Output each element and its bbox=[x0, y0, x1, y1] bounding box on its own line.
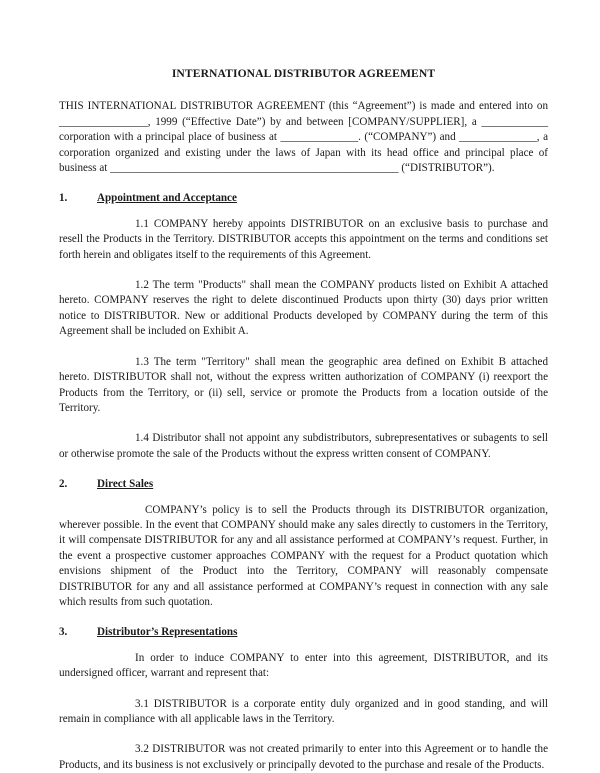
section-heading-2 bbox=[59, 477, 548, 492]
intro-paragraph: THIS INTERNATIONAL DISTRIBUTOR AGREEMENT (this “Agreement”) is made and entered into on ________________, 1999 (“Effective Date”) by and between [COMPANY/SUPPLIER], a ____________ corporation with a principal place of business at ______________. (“COMPANY”) and ______________, a corporation organized and existing under the laws of Japan with its head office and principal place of business at ____________________________________________________ (“DISTRIBUTOR”). bbox=[59, 100, 548, 175]
section-number: 1. bbox=[59, 192, 68, 205]
clause-1-3: 1.3 The term "Territory" shall mean the geographic area defined on Exhibit B attached hereto. DISTRIBUTOR shall not, without the express written authorization of COMPANY (i) reexport the Products from the Territory, or (ii) sell, service or promote the Products from a location outside of the Territory. bbox=[59, 355, 548, 414]
document-title: INTERNATIONAL DISTRIBUTOR AGREEMENT bbox=[171, 67, 436, 80]
clause-1-2: 1.2 The term "Products" shall mean the COMPANY products listed on Exhibit A attached hereto. COMPANY reserves the right to delete discontinued Products upon thirty (30) days prior written notice to DISTRIBUTOR. New or additional Products developed by COMPANY during the term of this Agreement shall be included on Exhibit A. bbox=[59, 279, 548, 338]
section-number: 2. bbox=[59, 478, 68, 491]
spacer bbox=[59, 462, 548, 477]
section-title: Distributor’s Representations bbox=[97, 626, 238, 639]
spacer bbox=[59, 682, 548, 697]
clause-3-intro: In order to induce COMPANY to enter into this agreement, DISTRIBUTOR, and its undersigned officer, warrant and represent that: bbox=[59, 651, 548, 680]
spacer bbox=[59, 263, 548, 278]
section-title: Direct Sales bbox=[97, 478, 154, 491]
section-heading-3 bbox=[59, 625, 548, 640]
clause-3-1: 3.1 DISTRIBUTOR is a corporate entity duly organized and in good standing, and will remain in compliance with all applicable laws in the Territory. bbox=[59, 697, 548, 725]
spacer bbox=[59, 416, 548, 431]
section-title: Appointment and Acceptance bbox=[97, 192, 237, 205]
section-number: 3. bbox=[59, 626, 68, 639]
clause-1-4: 1.4 Distributor shall not appoint any subdistributors, subrepresentatives or subagents to sell or otherwise promote the sale of the Products without the express written consent of COMPANY. bbox=[59, 432, 548, 460]
clause-1-1: 1.1 COMPANY hereby appoints DISTRIBUTOR on an exclusive basis to purchase and resell the Products in the Territory. DISTRIBUTOR accepts this appointment on the terms and conditions set forth herein and obligates itself to the requirements of this Agreement. bbox=[59, 217, 548, 261]
clause-2: COMPANY’s policy is to sell the Products through its DISTRIBUTOR organization, wherever possible. In the event that COMPANY should make any sales directly to customers in the Territory, it will compensate DISTRIBUTOR for any and all assistance performed at COMPANY’s request. Further, in the event a prospective customer approaches COMPANY with the request for a Product quotation which envisions shipment of the Product into the Territory, COMPANY will reasonably compensate DISTRIBUTOR for any and all assistance performed at COMPANY’s request in connection with any sale which results from such quotation. bbox=[59, 503, 548, 608]
spacer bbox=[59, 610, 548, 625]
spacer bbox=[59, 340, 548, 355]
section-heading-1 bbox=[59, 191, 548, 206]
spacer bbox=[59, 176, 548, 191]
clause-3-2: 3.2 DISTRIBUTOR was not created primarily to enter into this Agreement or to handle the Products, and its business is not exclusively or principally devoted to the purchase and resale of the Products. bbox=[59, 743, 548, 771]
